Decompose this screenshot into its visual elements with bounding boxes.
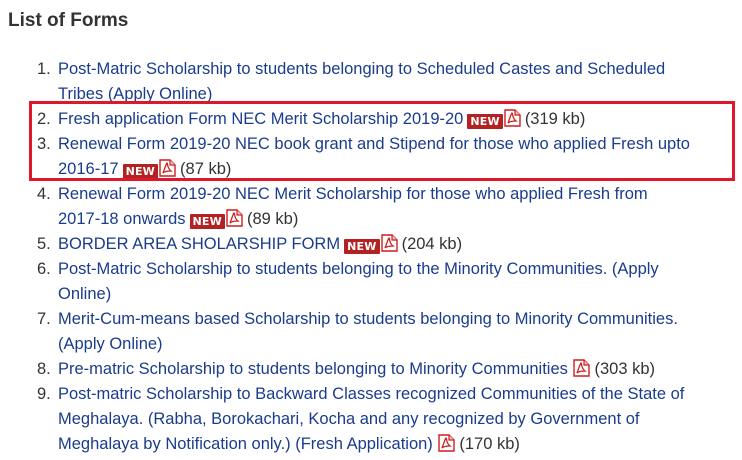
form-link[interactable]: Post-Matric Scholarship to students belonging to the Minority Communities. (Apply <box>58 260 659 278</box>
form-item <box>0 382 742 457</box>
item-number: 9. <box>37 385 51 403</box>
form-link[interactable]: Post-Matric Scholarship to students belonging to Scheduled Castes and Scheduled <box>58 60 666 78</box>
form-item <box>0 357 742 382</box>
new-badge: NEW <box>344 239 379 254</box>
item-number: 5. <box>37 235 51 253</box>
new-badge: NEW <box>190 214 225 229</box>
item-number: 1. <box>37 60 51 78</box>
item-number: 2. <box>37 110 51 128</box>
pdf-icon[interactable] <box>438 434 455 452</box>
pdf-icon[interactable] <box>381 234 398 252</box>
item-line <box>58 307 734 332</box>
file-size: (303 kb) <box>594 360 656 378</box>
highlight-box <box>29 101 735 181</box>
file-size: (87 kb) <box>180 160 232 178</box>
form-item <box>0 57 742 107</box>
item-number: 3. <box>37 135 51 153</box>
item-line <box>58 282 734 307</box>
new-badge: NEW <box>467 114 502 129</box>
page-title: List of Forms <box>8 10 129 31</box>
form-link[interactable]: Meghalaya. (Rabha, Borokachari, Kocha and any recognized by Government of <box>58 410 640 428</box>
form-item <box>0 257 742 307</box>
form-item <box>0 182 742 232</box>
item-line <box>58 382 734 407</box>
form-link[interactable]: Tribes (Apply Online) <box>58 85 213 103</box>
item-number: 4. <box>37 185 51 203</box>
item-line <box>58 407 734 432</box>
pdf-icon[interactable] <box>573 359 590 377</box>
form-link[interactable]: BORDER AREA SHOLARSHIP FORM <box>58 235 341 253</box>
form-link[interactable]: Pre-matric Scholarship to students belonging to Minority Communities <box>58 360 568 378</box>
item-line <box>58 182 734 207</box>
form-link[interactable]: 2016-17 <box>58 160 119 178</box>
form-link[interactable]: Merit-Cum-means based Scholarship to students belonging to Minority Communities. <box>58 310 678 328</box>
form-link[interactable]: Online) <box>58 285 112 303</box>
file-size: (170 kb) <box>459 435 520 453</box>
item-line <box>58 357 734 382</box>
item-number: 7. <box>37 310 51 328</box>
pdf-icon[interactable] <box>226 209 243 227</box>
form-link[interactable]: Fresh application Form NEC Merit Scholarship 2019-20 <box>58 110 464 128</box>
file-size: (319 kb) <box>524 110 586 128</box>
item-line <box>58 207 734 232</box>
form-link[interactable]: (Apply Online) <box>58 335 163 353</box>
item-number: 8. <box>37 360 51 378</box>
form-link[interactable]: Renewal Form 2019-20 NEC book grant and Stipend for those who applied Fresh upto <box>58 135 690 153</box>
file-size: (204 kb) <box>401 235 463 253</box>
item-line <box>58 257 734 282</box>
form-link[interactable]: 2017-18 onwards <box>58 210 186 228</box>
form-link[interactable]: Meghalaya by Notification only.) (Fresh Application) <box>58 435 433 453</box>
form-item <box>0 232 742 257</box>
item-line <box>58 432 734 457</box>
item-number: 6. <box>37 260 51 278</box>
form-link[interactable]: Post-matric Scholarship to Backward Classes recognized Communities of the State of <box>58 385 685 403</box>
item-line <box>58 332 734 357</box>
item-line <box>58 57 734 82</box>
new-badge: NEW <box>123 164 158 179</box>
item-line <box>58 232 734 257</box>
form-item <box>0 307 742 357</box>
form-link[interactable]: Renewal Form 2019-20 NEC Merit Scholarship for those who applied Fresh from <box>58 185 648 203</box>
file-size: (89 kb) <box>246 210 299 228</box>
